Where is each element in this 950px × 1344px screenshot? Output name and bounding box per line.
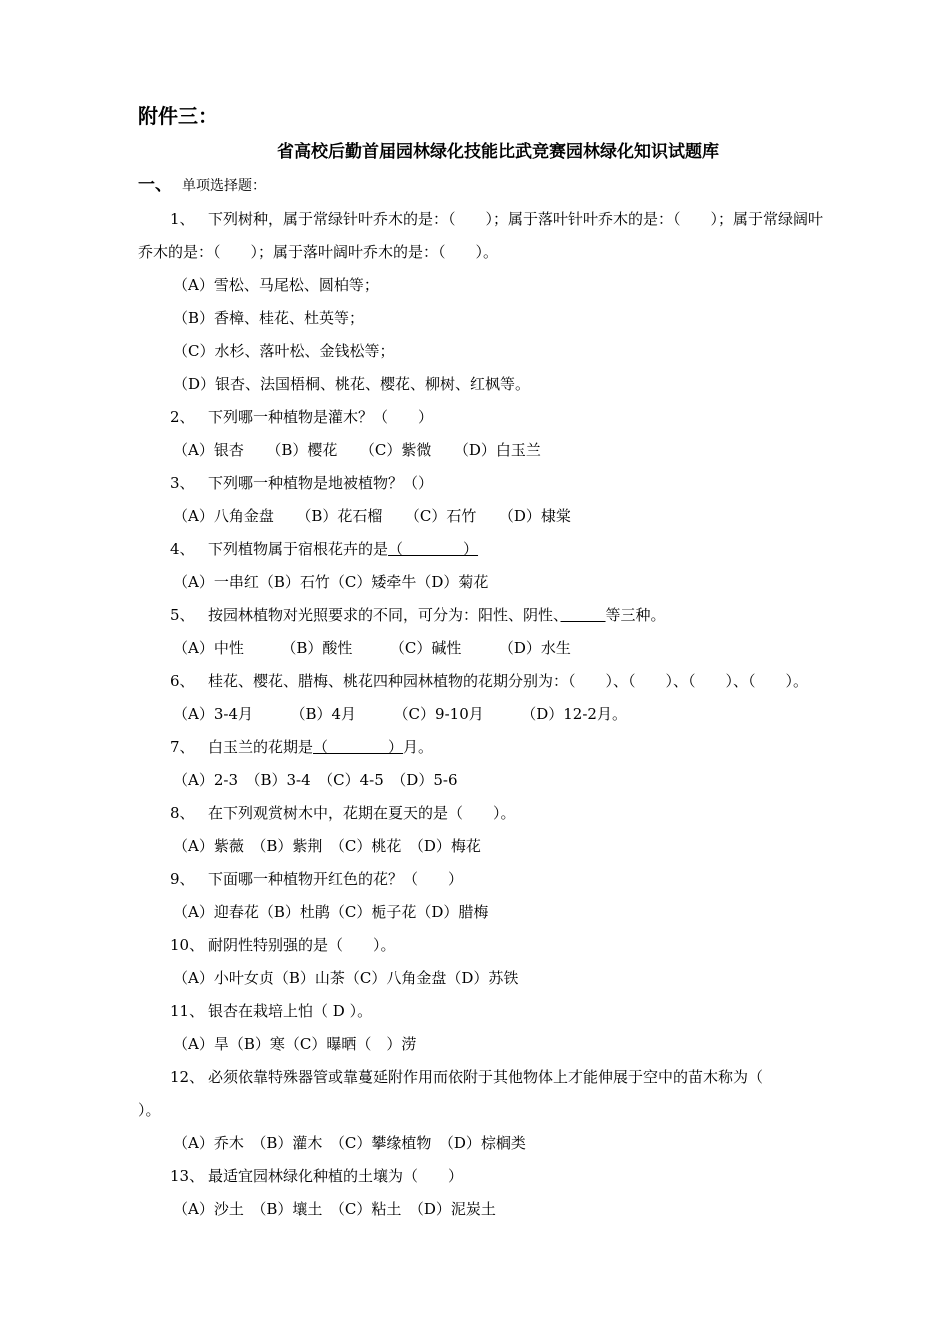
section-title: 单项选择题： [182, 178, 266, 194]
question-text: 银杏在栽培上怕（ D ）。 [208, 1002, 373, 1020]
question-12 [170, 1067, 763, 1087]
question-6 [170, 671, 808, 691]
question-number: 12、 [170, 1068, 205, 1086]
question-10 [170, 935, 396, 955]
section-number: 一、 [138, 175, 172, 195]
question-8 [170, 803, 516, 823]
question-text: 下列哪一种植物是灌木？（ ） [208, 408, 434, 426]
question-4-options: （A）一串红（B）石竹（C）矮牵牛（D）菊花 [173, 573, 489, 591]
question-9 [170, 869, 463, 889]
document-title: 省高校后勤首届园林绿化技能比武竞赛园林绿化知识试题库 [277, 142, 719, 162]
question-text: 白玉兰的花期是 [208, 738, 314, 756]
question-number: 9、 [170, 870, 195, 888]
question-text: 在下列观赏树木中，花期在夏天的是（ ）。 [208, 804, 516, 822]
question-1-option-c: （C）水杉、落叶松、金钱松等； [173, 342, 395, 360]
question-2 [170, 407, 433, 427]
question-13 [170, 1166, 463, 1186]
question-7-options: （A）2-3 （B）3-4 （C）4-5 （D）5-6 [173, 771, 458, 789]
question-1-option-d: （D）银杏、法国梧桐、桃花、樱花、柳树、红枫等。 [173, 375, 531, 393]
question-number: 3、 [170, 474, 195, 492]
question-number: 13、 [170, 1167, 205, 1185]
question-number: 6、 [170, 672, 195, 690]
question-text: 桂花、樱花、腊梅、桃花四种园林植物的花期分别为：（ ）、（ ）、（ ）、（ ）。 [208, 672, 809, 690]
question-1-option-b: （B）香樟、桂花、杜英等； [173, 309, 365, 327]
question-4 [170, 539, 478, 559]
question-12-continuation: ）。 [138, 1101, 161, 1119]
question-text: 下列哪一种植物是地被植物？（） [208, 474, 434, 492]
question-number: 4、 [170, 540, 195, 558]
answer-blank: （ ） [388, 540, 479, 558]
question-12-options: （A）乔木 （B）灌木 （C）攀缘植物 （D）棕榈类 [173, 1134, 526, 1152]
question-3-options: （A）八角金盘 （B）花石榴 （C）石竹 （D）棣棠 [173, 507, 571, 525]
question-11-options: （A）旱（B）寒（C）曝晒（ ）涝 [173, 1035, 417, 1053]
question-5 [170, 605, 666, 625]
question-text: 必须依靠特殊器管或靠蔓延附作用而依附于其他物体上才能伸展于空中的苗木称为（ [208, 1068, 764, 1086]
section-heading [138, 175, 266, 196]
question-text: 按园林植物对光照要求的不同，可分为：阳性、阴性、 [208, 606, 561, 624]
question-text: 下列树种，属于常绿针叶乔木的是：（ ）；属于落叶针叶乔木的是：（ ）；属于常绿阔叶 [208, 210, 824, 228]
question-text: 下列植物属于宿根花卉的是 [208, 540, 389, 558]
question-8-options: （A）紫薇 （B）紫荆 （C）桃花 （D）梅花 [173, 837, 481, 855]
answer-blank: （ ） [313, 738, 404, 756]
question-number: 2、 [170, 408, 195, 426]
question-6-options: （A）3-4月 （B）4月 （C）9-10月 （D）12-2月。 [173, 705, 627, 723]
question-number: 7、 [170, 738, 195, 756]
question-number: 10、 [170, 936, 205, 954]
question-5-options: （A）中性 （B）酸性 （C）碱性 （D）水生 [173, 639, 571, 657]
question-9-options: （A）迎春花（B）杜鹃（C）栀子花（D）腊梅 [173, 903, 489, 921]
question-text-after: 月。 [403, 738, 434, 756]
question-10-options: （A）小叶女贞（B）山茶（C）八角金盘（D）苏铁 [173, 969, 519, 987]
question-text: 最适宜园林绿化种植的土壤为（ ） [208, 1167, 464, 1185]
question-13-options: （A）沙土 （B）壤土 （C）粘土 （D）泥炭土 [173, 1200, 496, 1218]
question-1-continuation: 乔木的是：（ ）；属于落叶阔叶乔木的是：（ ）。 [138, 243, 499, 261]
question-number: 8、 [170, 804, 195, 822]
question-text: 耐阴性特别强的是（ ）。 [208, 936, 396, 954]
question-11 [170, 1001, 372, 1021]
question-number: 11、 [170, 1002, 205, 1020]
answer-blank [561, 606, 606, 624]
question-2-options: （A）银杏 （B）樱花 （C）紫微 （D）白玉兰 [173, 441, 541, 459]
question-number: 5、 [170, 606, 195, 624]
question-number: 1、 [170, 210, 195, 228]
question-text-after: 等三种。 [605, 606, 666, 624]
question-text: 下面哪一种植物开红色的花？（ ） [208, 870, 464, 888]
question-7 [170, 737, 433, 757]
attachment-label: 附件三： [138, 104, 218, 128]
question-1-option-a: （A）雪松、马尾松、圆柏等； [173, 276, 379, 294]
question-1 [170, 209, 823, 229]
question-3 [170, 473, 433, 493]
